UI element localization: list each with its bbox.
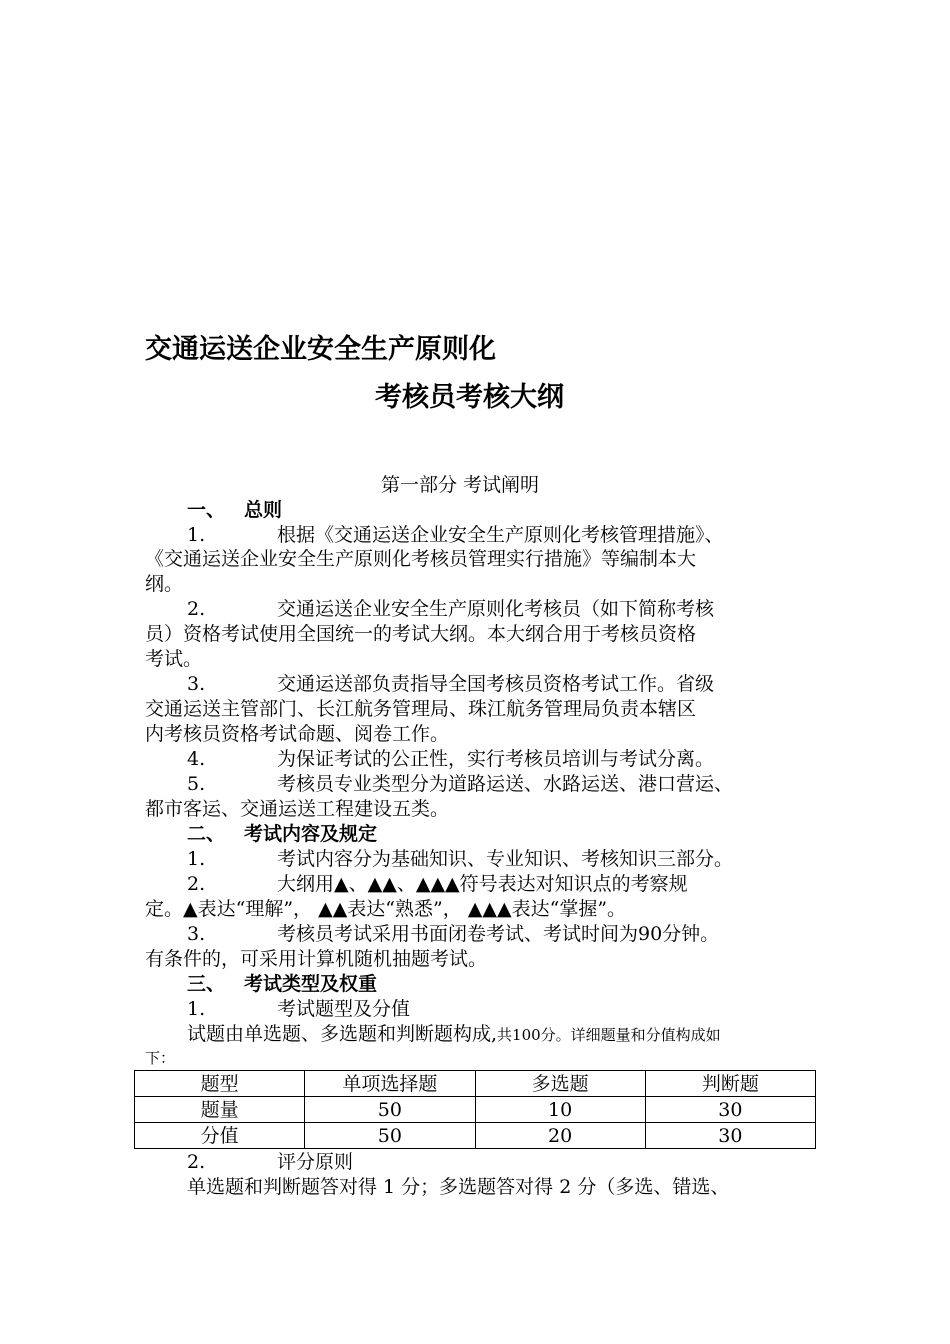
item-text: 交通运送企业安全生产原则化考核员（如下简称考核	[277, 598, 715, 620]
item-text: 评分原则	[277, 1151, 354, 1173]
paragraph-line: 交通运送主管部门、长江航务管理局、珠江航务管理局负责本辖区	[145, 698, 697, 720]
item-number: 1.	[187, 998, 206, 1020]
table-row	[135, 1097, 816, 1123]
section-number: 三、	[187, 973, 226, 995]
paragraph-line: 考试。	[145, 648, 203, 670]
paragraph-item	[187, 523, 724, 547]
section-title: 考试类型及权重	[244, 973, 378, 995]
paragraph-item	[187, 872, 688, 896]
table-cell: 分值	[135, 1123, 305, 1149]
section-title: 总则	[244, 499, 283, 521]
paragraph-line: 有条件的，可采用计算机随机抽题考试。	[145, 948, 488, 970]
question-type-table	[134, 1070, 816, 1149]
table-cell: 50	[305, 1097, 475, 1123]
item-text: 考试内容分为基础知识、专业知识、考核知识三部分。	[277, 848, 734, 870]
table-intro-main: 试题由单选题、多选题和判断题构成,	[187, 1023, 498, 1045]
paragraph-line: 单选题和判断题答对得 1 分；多选题答对得 2 分（多选、错选、	[187, 1176, 730, 1198]
paragraph-item	[187, 1150, 353, 1174]
table-cell: 10	[475, 1097, 645, 1123]
paragraph-item	[187, 847, 733, 871]
item-text: 交通运送部负责指导全国考核员资格考试工作。省级	[277, 673, 715, 695]
item-number: 2.	[187, 598, 206, 620]
item-text: 大纲用▲、▲▲、▲▲▲符号表达对知识点的考察规	[277, 873, 688, 895]
table-intro-cont: 下：	[145, 1049, 176, 1067]
paragraph-item	[187, 772, 733, 796]
paragraph-line: 员）资格考试使用全国统一的考试大纲。本大纲合用于考核员资格	[145, 623, 697, 645]
paragraph-line: 内考核员资格考试命题、阅卷工作。	[145, 723, 450, 745]
paragraph-item	[187, 997, 410, 1021]
section-heading-types	[187, 972, 377, 996]
paragraph-line: 定。▲表达“理解”， ▲▲表达“熟悉”， ▲▲▲表达“掌握”。	[145, 898, 627, 920]
table-cell: 20	[475, 1123, 645, 1149]
item-text: 根据《交通运送企业安全生产原则化考核管理措施》、	[277, 524, 724, 546]
paragraph-item	[187, 747, 714, 771]
section-number: 二、	[187, 823, 226, 845]
section-title: 考试内容及规定	[244, 823, 378, 845]
table-cell: 50	[305, 1123, 475, 1149]
item-number: 1.	[187, 524, 206, 546]
table-cell: 30	[645, 1097, 815, 1123]
table-header-cell: 多选题	[475, 1071, 645, 1097]
paragraph-item	[187, 922, 719, 946]
table-intro	[187, 1022, 721, 1047]
item-number: 2.	[187, 873, 206, 895]
paragraph-item	[187, 672, 714, 696]
paragraph-line: 《交通运送企业安全生产原则化考核员管理实行措施》等编制本大	[145, 548, 697, 570]
document-title-line2: 考核员考核大纲	[375, 382, 564, 413]
table-intro-small: 共100分。详细题量和分值构成如	[497, 1026, 721, 1044]
table-cell: 30	[645, 1123, 815, 1149]
table-header-cell: 单项选择题	[305, 1071, 475, 1097]
paragraph-line: 都市客运、交通运送工程建设五类。	[145, 798, 450, 820]
section-number: 一、	[187, 499, 226, 521]
item-number: 3.	[187, 673, 206, 695]
table-header-cell: 判断题	[645, 1071, 815, 1097]
table-cell: 题量	[135, 1097, 305, 1123]
item-number: 1.	[187, 848, 206, 870]
item-text: 考核员专业类型分为道路运送、水路运送、港口营运、	[277, 773, 734, 795]
item-text: 考试题型及分值	[277, 998, 411, 1020]
item-number: 3.	[187, 923, 206, 945]
item-text: 考核员考试采用书面闭卷考试、考试时间为90分钟。	[277, 923, 720, 945]
section-heading-general	[187, 498, 282, 522]
part-heading: 第一部分 考试阐明	[381, 474, 540, 496]
section-heading-content	[187, 822, 377, 846]
item-text: 为保证考试的公正性，实行考核员培训与考试分离。	[277, 748, 715, 770]
paragraph-line: 纲。	[145, 573, 184, 595]
item-number: 2.	[187, 1151, 206, 1173]
paragraph-item	[187, 597, 714, 621]
item-number: 5.	[187, 773, 206, 795]
document-title-line1: 交通运送企业安全生产原则化	[145, 334, 496, 365]
table-header-cell: 题型	[135, 1071, 305, 1097]
table-row	[135, 1123, 816, 1149]
item-number: 4.	[187, 748, 206, 770]
table-header-row	[135, 1071, 816, 1097]
